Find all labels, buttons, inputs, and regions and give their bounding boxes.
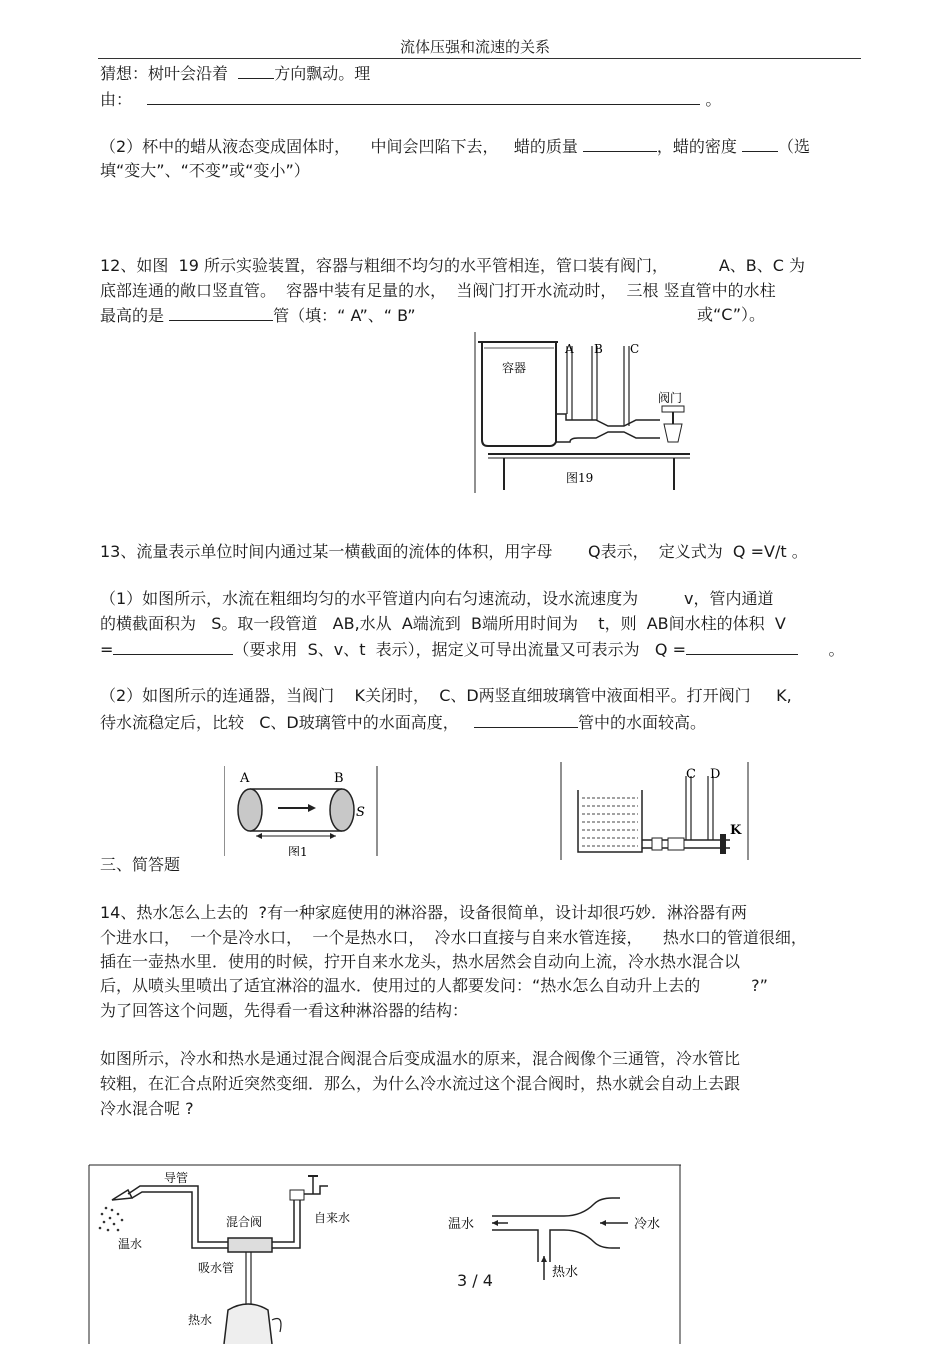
text: A、B、C 为 xyxy=(718,256,806,275)
guess-text: 猜想：树叶会沿着 xyxy=(100,64,229,83)
text: 。 xyxy=(828,640,845,659)
q13-line6 xyxy=(100,712,706,733)
answer-blank xyxy=(583,136,657,152)
figure-pipe xyxy=(224,764,378,856)
reason-label: 由： xyxy=(100,90,133,109)
figure-shower xyxy=(88,1164,682,1344)
pipe-label-b: B xyxy=(334,771,344,786)
vessel-label-k: K xyxy=(730,823,742,838)
answer-blank xyxy=(686,639,798,655)
shower-label-guide: 导管 xyxy=(164,1171,189,1185)
reason-line xyxy=(100,89,721,110)
text: Q表示， 定义式为 Q =V/t 。 xyxy=(587,542,808,561)
q13-line5: （2）如图所示的连通器，当阀门 K关闭时， C、D两竖直细玻璃管中液面相平。打开阀门 K, xyxy=(100,686,792,705)
figure-19 xyxy=(474,330,696,494)
text: （选 xyxy=(778,137,811,156)
text: 中间会凹陷下去， xyxy=(370,137,499,156)
text: ，蜡的密度 xyxy=(656,137,737,156)
text: 待水流稳定后，比较 C、D玻璃管中的水面高度， xyxy=(100,713,459,732)
tube-c-label: C xyxy=(630,342,640,356)
tube-a-label: A xyxy=(565,342,574,356)
q12-line3-end: 或“C”）。 xyxy=(697,305,766,324)
text: v，管内通道 xyxy=(683,589,774,608)
q12-line2: 底部连通的敞口竖直管。 容器中装有足量的水， 当阀门打开水流动时， 三根 竖直管中的水柱 xyxy=(100,281,776,300)
answer-blank xyxy=(742,136,778,152)
text: 管中的水面较高。 xyxy=(578,713,707,732)
q14-line1: 14、热水怎么上去的 ?有一种家庭使用的淋浴器，设备很简单，设计却很巧妙．淋浴器有两 xyxy=(100,903,748,922)
q12-line3 xyxy=(100,305,416,326)
answer-blank xyxy=(113,639,233,655)
q11-part2-line2: 填“变大”、“不变”或“变小”） xyxy=(100,161,310,180)
text: 12、如图 19 所示实验装置，容器与粗细不均匀的水平管相连，管口装有阀门， xyxy=(100,256,668,275)
page-header-title: 流体压强和流速的关系 xyxy=(399,38,550,56)
shower-label-tap: 自来水 xyxy=(314,1211,351,1225)
text: 最高的是 xyxy=(100,306,165,325)
text: 13、流量表示单位时间内通过某一横截面的流体的体积，用字母 xyxy=(100,542,553,561)
q14-line3: 插在一壶热水里．使用的时候，拧开自来水龙头，热水居然会自动向上流，冷水热水混合以 xyxy=(100,952,741,971)
tube-b-label: B xyxy=(594,342,603,356)
q11-part2-line1 xyxy=(100,136,810,157)
guess-text-2: 方向飘动。理 xyxy=(274,64,371,83)
text: 管（填：“ A”、“ B” xyxy=(273,306,416,325)
text: （2）杯中的蜡从液态变成固体时， xyxy=(100,137,351,156)
q12-line1 xyxy=(100,256,805,276)
shower-label-warm: 温水 xyxy=(118,1237,143,1251)
shower-label-suction: 吸水管 xyxy=(198,1261,235,1275)
figure-vessel xyxy=(560,760,750,860)
valve-label: 阀门 xyxy=(658,391,683,405)
pipe-label-a: A xyxy=(240,771,250,786)
vessel-label-d: D xyxy=(710,767,721,782)
answer-blank xyxy=(474,712,578,728)
text: Q = xyxy=(654,640,687,659)
reason-end: 。 xyxy=(705,90,722,109)
q14-line5: 为了回答这个问题，先得看一看这种淋浴器的结构： xyxy=(100,1001,469,1020)
figure-19-caption: 图19 xyxy=(566,471,594,485)
q14-line2: 个进水口， 一个是冷水口， 一个是热水口， 冷水口直接与自来水管连接， 热水口的管道很细， xyxy=(100,928,807,947)
q14-line6: 如图所示，冷水和热水是通过混合阀混合后变成温水的原来，混合阀像个三通管，冷水管比 xyxy=(100,1049,741,1068)
answer-blank xyxy=(238,63,274,79)
tee-label-hot: 热水 xyxy=(552,1265,579,1280)
q14-line8: 冷水混合呢 ? xyxy=(100,1099,194,1118)
page-number: 3 / 4 xyxy=(457,1271,493,1290)
answer-blank xyxy=(147,89,700,105)
section-3-title: 三、简答题 xyxy=(100,855,181,874)
text: 后，从喷头里喷出了适宜淋浴的温水．使用过的人都要发问：“热水怎么自动升上去的 xyxy=(100,976,701,995)
answer-blank xyxy=(169,305,273,321)
pipe-label-s: S xyxy=(356,805,365,820)
q13-line1 xyxy=(100,542,808,562)
header-rule xyxy=(98,58,861,59)
q14-line4 xyxy=(100,976,768,996)
q13-line4 xyxy=(100,639,845,660)
text: （1）如图所示，水流在粗细均匀的水平管道内向右匀速流动，设水流速度为 xyxy=(100,589,639,608)
container-label: 容器 xyxy=(502,361,527,375)
pipe-caption: 图1 xyxy=(288,845,308,856)
tee-label-cold: 冷水 xyxy=(634,1217,661,1232)
shower-label-hot: 热水 xyxy=(188,1313,213,1327)
text: ?” xyxy=(751,976,768,995)
shower-label-mixer: 混合阀 xyxy=(226,1215,263,1229)
q13-line3: 的横截面积为 S。取一段管道 AB,水从 A端流到 B端所用时间为 t，则 AB间水柱的体积 V xyxy=(100,614,786,633)
tee-label-warm: 温水 xyxy=(448,1217,475,1232)
text: （要求用 S、v、t 表示），据定义可导出流量又可表示为 xyxy=(233,640,640,659)
q13-line2 xyxy=(100,589,773,609)
q14-line7: 较粗，在汇合点附近突然变细．那么，为什么冷水流过这个混合阀时，热水就会自动上去跟 xyxy=(100,1074,741,1093)
text: = xyxy=(100,640,114,659)
vessel-label-c: C xyxy=(686,767,696,782)
guess-line xyxy=(100,63,370,84)
text: 蜡的质量 xyxy=(513,137,578,156)
